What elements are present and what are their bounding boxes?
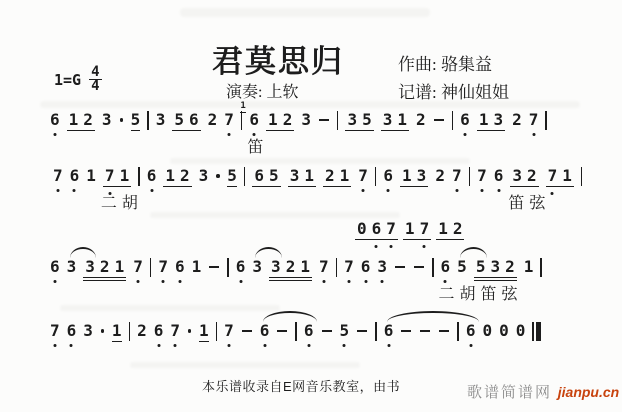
octave-dot-low [263,344,266,347]
note-digit: 6 [494,166,504,186]
octave-dot-low [480,189,483,192]
note-digit: 3 [271,257,281,276]
duration-dash [419,321,431,341]
note-digit: 3 [347,110,358,129]
slur-arc [70,247,96,258]
beam-group [266,110,294,131]
note-digit: 3 [377,257,387,277]
octave-dot-low [375,245,378,248]
beam-group [83,257,126,278]
note-digit: 3 [198,166,209,185]
note-digit: 6 [67,321,77,341]
grace-note: 1 [240,101,246,111]
beam-group [546,166,574,187]
duration-dash [321,321,333,341]
watermark-domain-link[interactable]: jianpu.cn [557,384,620,400]
transcriber-credit [398,78,509,103]
octave-dot-low [463,133,466,136]
octave-dot-low [162,280,165,283]
note-digit: 6 [384,321,394,341]
octave-dot-low [444,280,447,283]
note-digit: 2 [99,257,110,276]
note-digit: 3 [301,110,311,129]
instrument-label: 笛弦 [508,195,551,212]
barline [150,258,152,277]
beam-group [252,166,280,187]
octave-dot-low [73,189,76,192]
note-digit: 3 [512,166,523,185]
duration-dash [208,257,220,277]
note-digit: 7 [358,166,368,186]
note-digit: 7 [319,257,329,277]
note-digit: 3 [155,110,166,129]
barline [457,322,459,341]
beam-group [100,166,143,212]
beam-group [323,166,351,187]
final-barline [532,322,541,341]
octave-dot-low [551,192,554,195]
octave-dot-low [362,189,365,192]
octave-dot-low [381,280,384,283]
note-digit: 1 [165,166,175,185]
augmentation-dot [119,110,124,130]
duration-dash [438,321,450,341]
note-digit: 6 [361,257,371,277]
rest-note: 0 [499,321,509,340]
note-digit: 6 [460,110,470,130]
note-digit: 1 [300,257,310,276]
note-digit: 2 [416,110,426,129]
barline [375,167,377,186]
octave-dot-low [228,133,231,136]
scan-smudge [180,8,430,17]
beam-group [172,110,200,131]
beam-group [355,219,398,240]
note-digit: 6 [260,321,270,341]
duration-dash [318,110,330,130]
barline [227,258,229,277]
octave-dot-low [423,245,426,248]
composer-credit [398,50,492,75]
note-digit: 1 [111,321,122,340]
score-line-3 [355,219,464,240]
augmentation-dot [215,166,220,186]
octave-dot-low [137,280,140,283]
octave-dot-low [532,133,535,136]
note-digit: 3 [101,110,112,129]
note-digit: 6 [304,321,314,341]
octave-dot-low [455,189,458,192]
rest-note: 0 [357,219,367,238]
slur-arc [460,247,487,258]
octave-dot-low [178,280,181,283]
note-digit: 2 [83,110,93,129]
barline [375,322,377,341]
octave-dot-low [469,344,472,347]
octave-dot-low [70,344,73,347]
octave-dot-low [253,133,256,136]
note-digit: 5 [475,257,486,276]
score-line-1 [50,101,547,156]
watermark-site-name: 歌谱简谱网 [467,385,558,401]
beam-group [345,110,373,131]
scan-smudge [170,158,470,164]
note-digit: 5 [130,110,141,129]
note-digit: 1 [402,166,412,185]
barline [241,111,243,130]
note-digit: 7 [548,166,558,186]
note-digit: 7 [50,321,60,341]
note-digit: 6 [188,110,199,129]
composer-name: 骆集益 [440,55,492,74]
note-digit: 3 [416,166,427,185]
duration-dash [356,321,368,341]
note-digit: 2 [527,166,537,185]
performer-label: 演奏: [226,84,267,101]
octave-dot-low [387,189,390,192]
note-digit: 1 [523,257,534,276]
note-digit: 6 [154,321,164,341]
octave-dot-low [227,344,230,347]
slur-arc [263,311,317,322]
note-digit: 5 [174,110,184,129]
duration-dash [394,257,406,277]
octave-dot-low [53,280,56,283]
beam-group [403,219,431,240]
barline [244,167,246,186]
octave-dot-low [387,344,390,347]
scan-smudge [150,212,400,218]
note-digit: 7 [529,110,539,130]
octave-dot-low [239,280,242,283]
duration-dash [413,257,425,277]
barline [469,167,471,186]
octave-dot-low [150,189,153,192]
note-digit: 2 [435,166,445,185]
note-digit: 5 [227,166,237,185]
barline [581,167,583,186]
note-digit: 1 [397,110,408,129]
beam-group [474,257,517,278]
note-digit: 5 [457,257,467,276]
note-digit: 1 [304,166,314,185]
beam-group [477,110,505,131]
note-digit: 1 [562,166,572,185]
barline [452,111,454,130]
note-digit: 1 [438,219,448,238]
slur-arc [255,247,282,258]
note-digit: 1 [268,110,278,129]
note-digit: 2 [324,166,335,185]
note-digit: 7 [386,219,396,239]
augmentation-dot [100,321,105,341]
rest-note: 0 [482,321,493,340]
scan-smudge [60,305,280,311]
note-digit: 6 [236,257,246,277]
barline [336,258,338,277]
note-digit: 6 1 笛 [240,101,269,156]
barline [540,258,542,277]
note-digit: 6 [50,110,60,130]
note-digit: 7 [53,166,63,186]
note-digit: 1 [404,219,415,238]
duration-dash [276,321,288,341]
beam-group [269,257,312,278]
composer-label: 作曲: [398,55,441,74]
note-digit: 3 [66,257,77,276]
note-digit: 6 [175,257,185,277]
note-digit: 1 [339,166,350,185]
note-digit: 3 [490,257,501,276]
instrument-label: 二胡笛弦 [438,286,523,303]
note-digit: 7 [452,166,462,186]
note-digit: 6 [254,166,265,185]
note-digit: 2 [207,110,218,129]
note-digit: 1 [68,110,79,129]
time-signature-denominator: 4 [91,78,100,94]
barline [295,322,297,341]
score-line-2 [53,166,582,212]
note-digit: 6 [147,166,157,186]
barline [129,322,131,341]
augmentation-dot [187,321,192,341]
beam-group [288,166,316,187]
beam-group [400,166,428,187]
octave-dot-low [364,280,367,283]
time-signature-numerator: 4 [91,64,100,80]
beam-group [163,166,191,187]
note-digit: 7 [170,321,180,341]
note-digit: 3 [382,110,393,129]
key-label: 1=G [54,70,82,89]
octave-dot-low [53,133,56,136]
score-line-5 [50,321,541,342]
note-digit: 7 [477,166,487,186]
note-digit: 2 [505,257,515,276]
note-digit: 5 [340,321,350,341]
note-digit: 3 [289,166,300,185]
time-signature [89,66,101,93]
watermark [467,381,619,402]
note-digit: 7 [133,257,143,277]
note-digit: 6 二胡笛弦 [438,257,523,303]
note-digit: 1 [114,257,125,276]
note-digit: 6 [50,257,60,277]
key-signature [54,66,102,93]
note-digit: 2 [137,321,147,340]
instrument-label: 二胡 [100,195,143,212]
octave-dot-low [497,189,500,192]
note-digit: 6 [70,166,80,186]
note-digit: 7 [105,166,115,186]
note-digit: 5 [362,110,372,129]
octave-dot-low [174,344,177,347]
page-title: 君莫思归 [212,44,344,79]
beam-group [508,166,551,212]
octave-dot-low [322,280,325,283]
instrument-label: 笛 [247,139,269,156]
octave-dot-low [347,280,350,283]
barline [432,258,434,277]
note-digit: 7 [420,219,430,239]
note-digit: 6 [466,321,476,341]
rest-note: 0 [515,321,526,340]
barline [216,322,218,341]
note-digit: 3 [85,257,95,276]
barline [337,111,339,130]
note-digit: 7 [224,321,234,341]
note-digit: 7 [344,257,354,277]
note-digit: 3 [493,110,504,129]
duration-dash [400,321,412,341]
barline [147,111,149,130]
note-digit: 5 [269,166,279,185]
note-digit: 3 [252,257,263,276]
octave-dot-low [390,245,393,248]
note-digit: 7 [158,257,168,277]
duration-dash [241,321,253,341]
note-digit: 7 [224,110,234,130]
octave-dot-low [53,344,56,347]
note-digit: 3 [83,321,93,340]
octave-dot-low [56,189,59,192]
source-note: 本乐谱收录自E网音乐教室，由书 [202,379,401,394]
note-digit: 1 [86,166,96,185]
note-digit: 1 [119,166,130,185]
note-digit: 6 [372,219,382,239]
score-line-4 [50,257,542,303]
transcriber-name: 神仙姐姐 [440,83,509,102]
slur-arc [387,311,479,322]
note-digit: 2 [512,110,522,129]
beam-group [67,110,95,131]
duration-dash [433,110,445,130]
note-digit: 1 [198,321,209,340]
performer-credit [226,79,298,102]
scan-smudge [130,362,360,368]
transcriber-label: 记谱: [398,83,441,102]
performer-name: 上软 [266,84,299,101]
beam-group [436,219,464,240]
note-digit: 6 [383,166,393,186]
note-digit: 1 [191,257,202,276]
beam-group [381,110,409,131]
note-digit: 2 [179,166,190,185]
octave-dot-low [157,344,160,347]
octave-dot-low [307,344,310,347]
octave-dot-low [343,344,346,347]
barline [138,167,140,186]
note-digit: 1 [478,110,489,129]
note-digit: 2 [285,257,296,276]
note-digit: 2 [282,110,293,129]
note-digit: 2 [452,219,463,238]
barline [545,111,547,130]
